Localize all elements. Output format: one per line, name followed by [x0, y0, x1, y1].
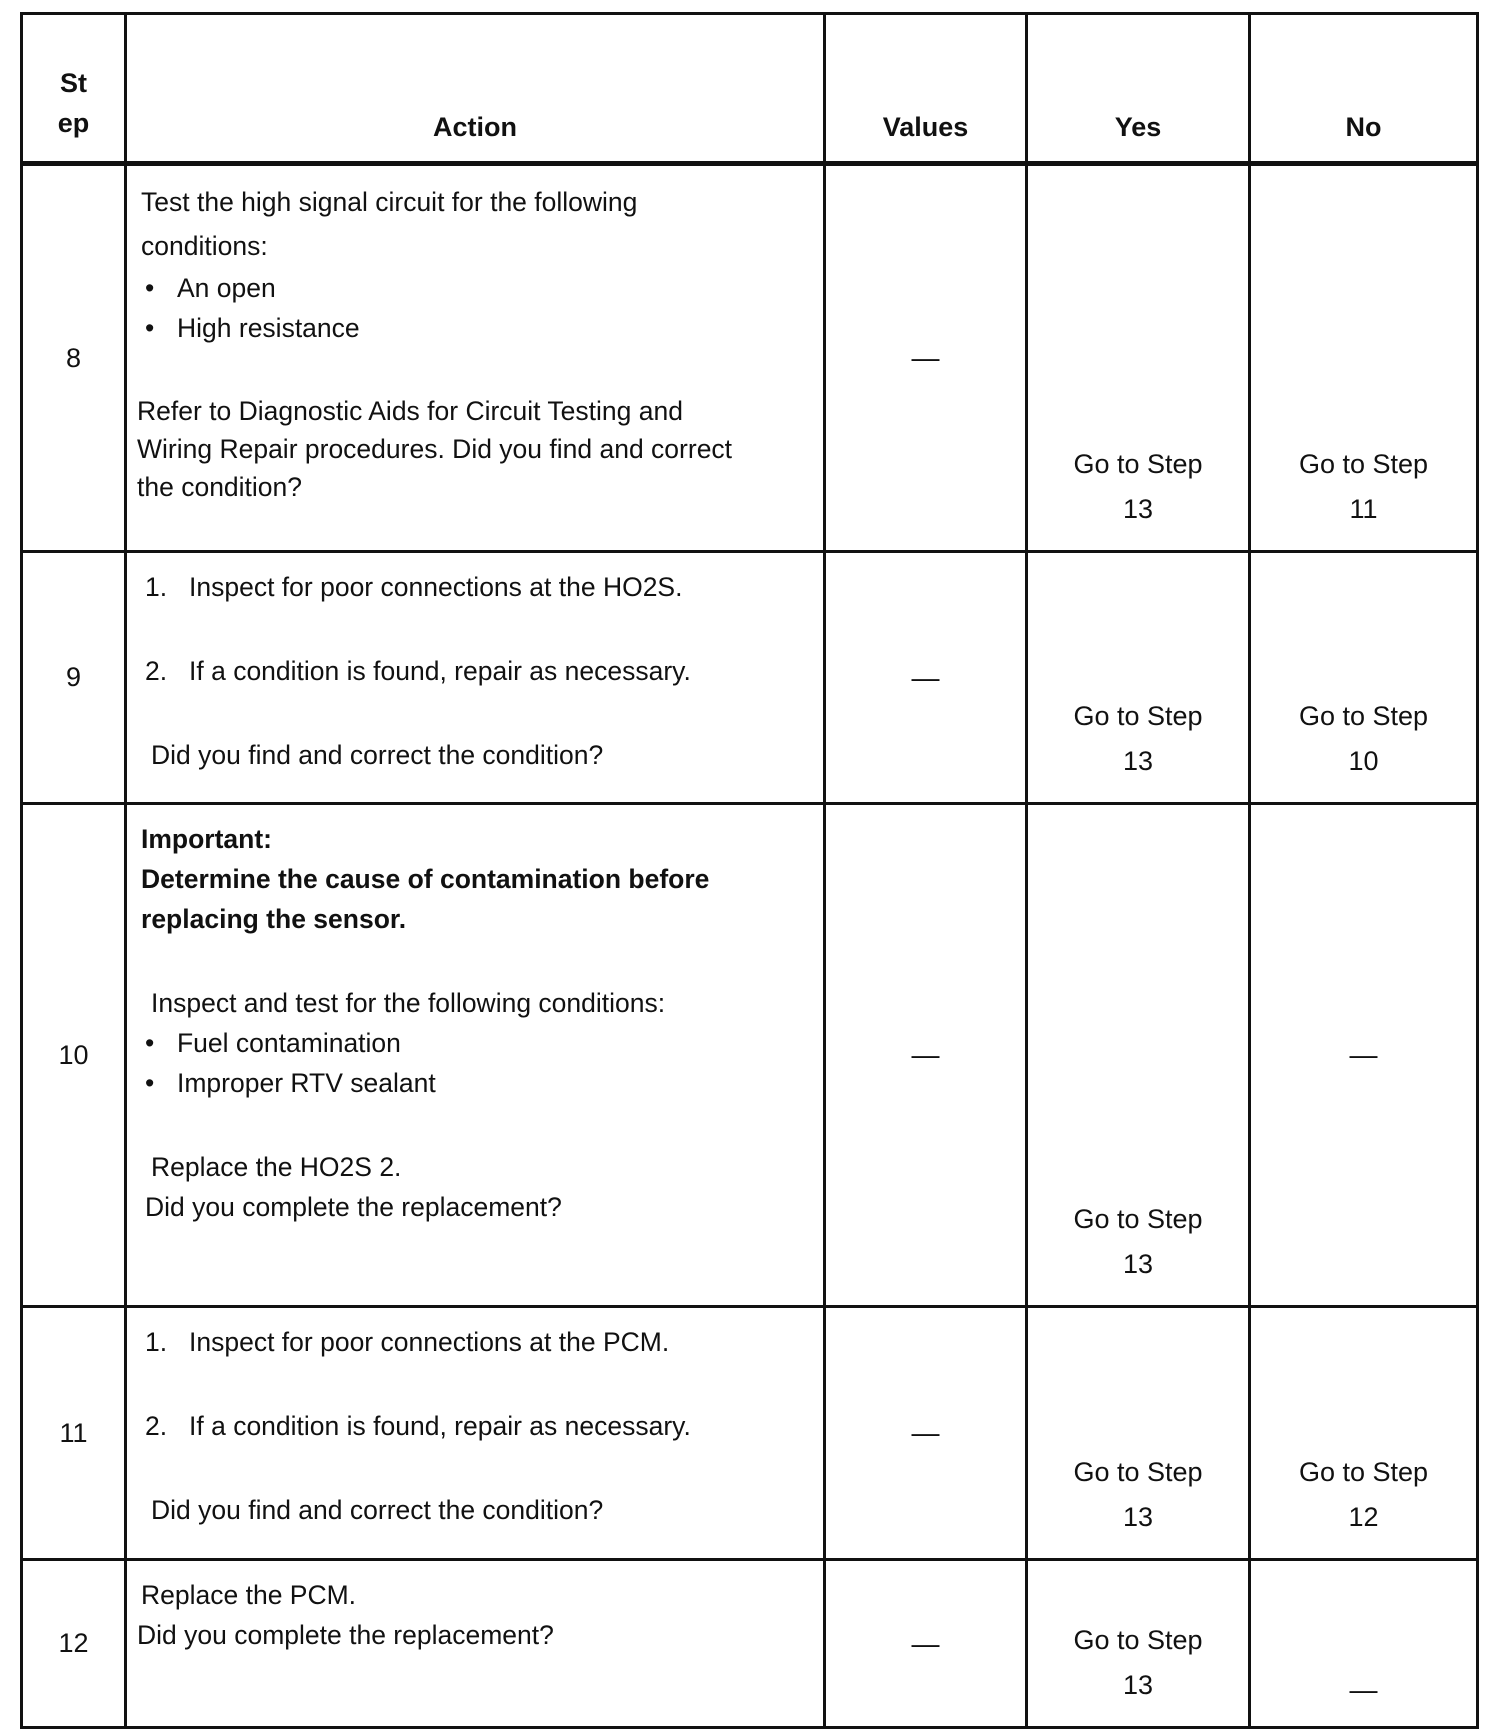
bullet-icon: • [145, 1028, 155, 1058]
table-row-step-11 [22, 1307, 1478, 1560]
action-question: Did you find and correct the condition? [151, 1495, 604, 1525]
action-question: Did you find and correct the condition? [151, 740, 604, 770]
values-cell: — [825, 552, 1027, 804]
step-number: 12 [22, 1560, 126, 1728]
yes-cell [1027, 164, 1250, 552]
step-number: 11 [22, 1307, 126, 1560]
bullet-item: • Fuel contamination [137, 1023, 813, 1063]
table-row-step-12 [22, 1560, 1478, 1728]
bullet-item: • High resistance [137, 308, 813, 348]
no-goto: Go to Step 12 [1298, 1457, 1429, 1532]
step-number: 10 [22, 804, 126, 1307]
yes-cell [1027, 1307, 1250, 1560]
table-row-step-9 [22, 552, 1478, 804]
values-cell: — [825, 804, 1027, 1307]
yes-goto: Go to Step 13 [1073, 1625, 1203, 1700]
header-step-line2: ep [57, 108, 90, 138]
numbered-item: 1. Inspect for poor connections at the PCM. [145, 1327, 670, 1357]
action-cell [126, 1307, 825, 1560]
header-action: Action [126, 14, 825, 164]
no-cell [1250, 164, 1478, 552]
yes-goto: Go to Step 13 [1073, 449, 1203, 524]
no-cell [1250, 552, 1478, 804]
numbered-item: 2. If a condition is found, repair as necessary. [145, 1411, 691, 1441]
bullet-icon: • [145, 1068, 155, 1098]
values-cell: — [825, 1560, 1027, 1728]
step-number: 9 [22, 552, 126, 804]
action-cell [126, 164, 825, 552]
header-values: Values [825, 14, 1027, 164]
no-dash: — [1349, 1674, 1378, 1705]
diagnostic-table [20, 12, 1479, 1729]
no-goto: Go to Step 11 [1298, 449, 1429, 524]
header-yes: Yes [1027, 14, 1250, 164]
yes-cell [1027, 1560, 1250, 1728]
important-label: Important: [141, 824, 273, 854]
no-goto: Go to Step 10 [1298, 701, 1429, 776]
yes-cell [1027, 804, 1250, 1307]
yes-cell [1027, 552, 1250, 804]
header-row [22, 14, 1478, 164]
action-replace: Replace the HO2S 2. [151, 1152, 402, 1182]
bullet-item: • Improper RTV sealant [137, 1063, 813, 1103]
numbered-item: 1. Inspect for poor connections at the HO2S. [145, 572, 683, 602]
header-step [22, 14, 126, 164]
header-no: No [1250, 14, 1478, 164]
bullet-item: • An open [137, 268, 813, 308]
yes-goto: Go to Step 13 [1073, 1457, 1203, 1532]
action-question: Did you complete the replacement? [145, 1192, 562, 1222]
no-cell [1250, 804, 1478, 1307]
action-cell [126, 804, 825, 1307]
action-question: Did you complete the replacement? [137, 1620, 554, 1650]
action-intro: Test the high signal circuit for the following conditions: [141, 187, 638, 261]
table-row-step-10 [22, 804, 1478, 1307]
action-cell [126, 552, 825, 804]
no-cell [1250, 1307, 1478, 1560]
no-dash: — [1349, 1039, 1378, 1070]
values-cell: — [825, 1307, 1027, 1560]
step-number: 8 [22, 164, 126, 552]
yes-goto: Go to Step 13 [1073, 1204, 1203, 1279]
values-cell: — [825, 164, 1027, 552]
action-intro: Inspect and test for the following conditions: [151, 988, 666, 1018]
action-cell [126, 1560, 825, 1728]
numbered-item: 2. If a condition is found, repair as necessary. [145, 656, 691, 686]
action-text: Refer to Diagnostic Aids for Circuit Testing and Wiring Repair procedures. Did you find and correct the condition? [137, 396, 733, 502]
yes-goto: Go to Step 13 [1073, 701, 1203, 776]
bullet-icon: • [145, 273, 155, 303]
header-step-line1: St [60, 68, 87, 98]
bullet-icon: • [145, 313, 155, 343]
no-cell [1250, 1560, 1478, 1728]
important-text: Determine the cause of contamination before replacing the sensor. [141, 864, 710, 934]
action-text: Replace the PCM. [141, 1580, 357, 1610]
table-row-step-8 [22, 164, 1478, 552]
